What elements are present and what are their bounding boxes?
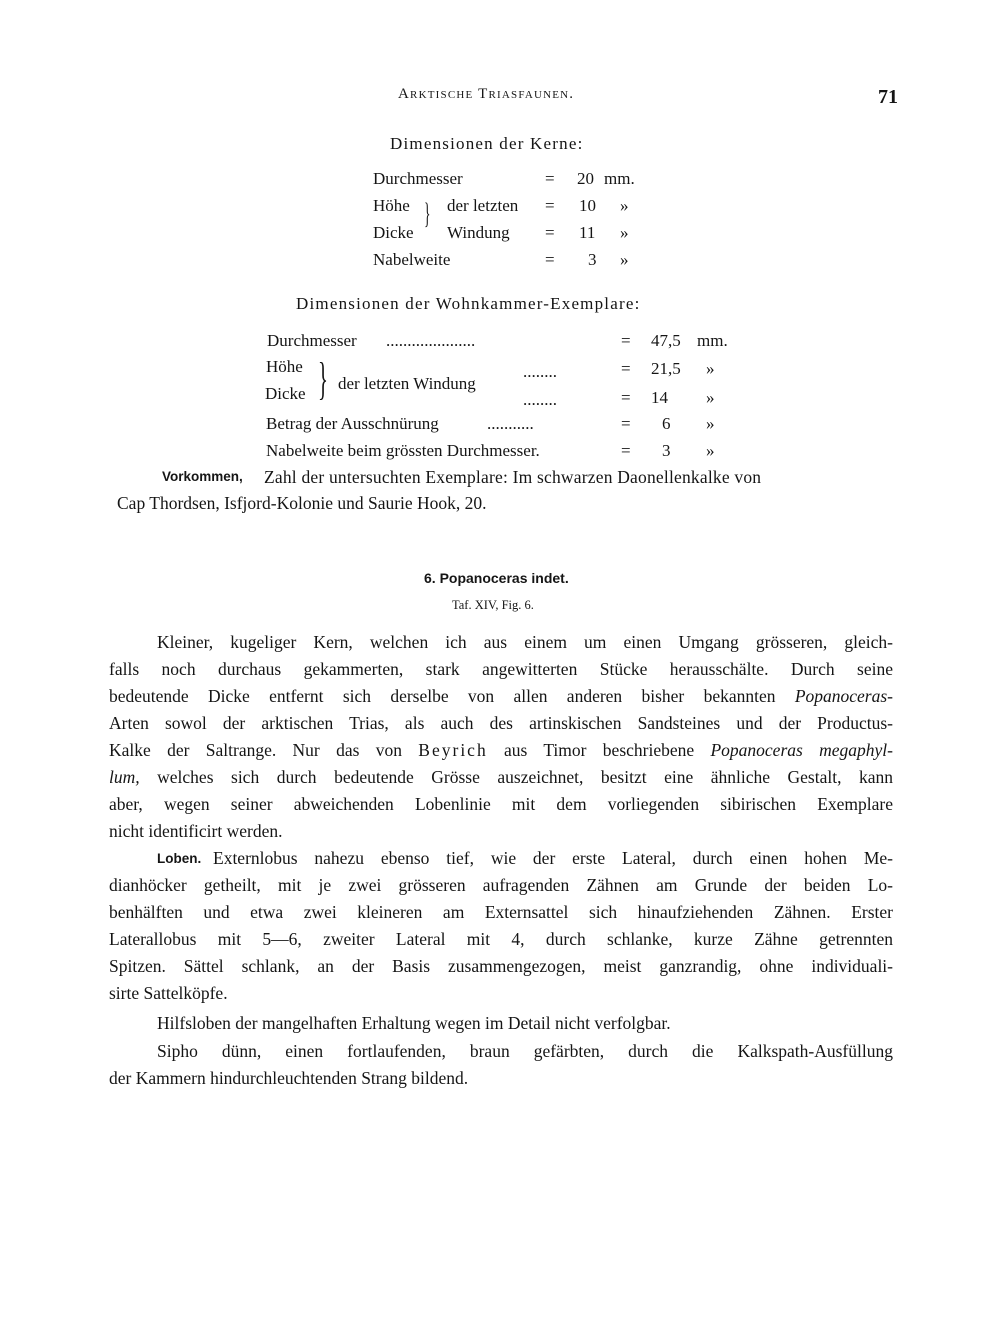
- kerne-brace-line2: Windung: [447, 223, 510, 242]
- vorkommen-line-1: Zahl der untersuchten Exemplare: Im schwarzen Daonellenkalke von: [264, 467, 762, 487]
- running-header: Arktische Triasfaunen.: [398, 86, 575, 102]
- p3-line-1: Hilfsloben der mangelhaften Erhaltung wegen im Detail nicht verfolgbar.: [157, 1013, 671, 1033]
- p2-line-6: sirte Sattelköpfe.: [109, 983, 228, 1003]
- wk-label-dicke: Dicke: [265, 384, 306, 403]
- wohnkammer-heading: Dimensionen der Wohnkammer-Exemplare:: [296, 294, 641, 313]
- wk-unit-durchmesser: mm.: [697, 331, 728, 350]
- wk-dots-dicke: ........: [523, 390, 557, 409]
- kerne-value-durchmesser: 20: [577, 169, 594, 188]
- p1-line-2: falls noch durchaus gekammerten, stark angewitterten Stücke herausschälte. Durch seine: [109, 659, 893, 679]
- taxon-lum: lum,: [109, 767, 140, 787]
- kerne-eq-nabelweite: =: [545, 250, 555, 269]
- wk-eq-durchmesser: =: [621, 331, 631, 350]
- wk-dots-betrag: ...........: [487, 414, 534, 433]
- p2-line-1: Externlobus nahezu ebenso tief, wie der erste Lateral, durch einen hohen Me-: [213, 848, 893, 868]
- kerne-brace: }: [424, 197, 431, 230]
- p1-line-6: [109, 767, 893, 788]
- wk-unit-hoehe: »: [706, 359, 715, 378]
- wk-value-durchmesser: 47,5: [651, 331, 681, 350]
- kerne-unit-hoehe: »: [620, 196, 629, 215]
- species-title: 6. Popanoceras indet.: [424, 570, 569, 586]
- kerne-label-nabelweite: Nabelweite: [373, 250, 451, 269]
- kerne-unit-nabelweite: »: [620, 250, 629, 269]
- wk-dots-durchmesser: .....................: [386, 331, 476, 350]
- wk-value-nabelweite: 3: [662, 441, 671, 460]
- p1-line-5: [109, 740, 893, 761]
- p1-line-1: Kleiner, kugeliger Kern, welchen ich aus einem um einen Umgang grösseren, gleich-: [157, 632, 893, 652]
- kerne-eq-hoehe: =: [545, 196, 555, 215]
- kerne-label-dicke: Dicke: [373, 223, 414, 242]
- wk-label-nabelweite: Nabelweite beim grössten Durchmesser.: [266, 441, 540, 460]
- p1-line-5-text: Kalke der Saltrange. Nur das von Beyrich aus Timor beschriebene: [109, 740, 695, 760]
- page-number: 71: [878, 86, 898, 108]
- figure-reference: Taf. XIV, Fig. 6.: [452, 598, 534, 612]
- kerne-label-durchmesser: Durchmesser: [373, 169, 463, 188]
- p1-line-7: aber, wegen seiner abweichenden Lobenlinie mit dem vorliegenden sibirischen Exemplare: [109, 794, 893, 814]
- wk-eq-nabelweite: =: [621, 441, 631, 460]
- wk-eq-betrag: =: [621, 414, 631, 433]
- p2-line-5: Spitzen. Sättel schlank, an der Basis zusammengezogen, meist ganzrandig, ohne individuali-: [109, 956, 893, 976]
- wk-value-betrag: 6: [662, 414, 671, 433]
- wk-label-durchmesser: Durchmesser: [267, 331, 357, 350]
- p1-line-6-text: welches sich durch bedeutende Grösse auszeichnet, besitzt eine ähnliche Gestalt, kann: [157, 767, 893, 787]
- wk-unit-betrag: »: [706, 414, 715, 433]
- wk-unit-dicke: »: [706, 388, 715, 407]
- p1-line-3: [109, 686, 893, 707]
- wk-dots-hoehe: ........: [523, 362, 557, 381]
- vorkommen-line-2: Cap Thordsen, Isfjord-Kolonie und Saurie Hook, 20.: [117, 493, 487, 513]
- kerne-unit-dicke: »: [620, 223, 629, 242]
- kerne-unit-durchmesser: mm.: [604, 169, 635, 188]
- wk-unit-nabelweite: »: [706, 441, 715, 460]
- p2-line-3: benhälften und etwa zwei kleineren am Externsattel sich hinaufziehenden Zähnen. Erster: [109, 902, 893, 922]
- p1-line-3-text: bedeutende Dicke entfernt sich derselbe von allen anderen bisher bekannten: [109, 686, 776, 706]
- wk-brace: }: [318, 353, 328, 404]
- p2-line-2: dianhöcker getheilt, mit je zwei grösseren aufragenden Zähnen am Grunde der beiden Lo-: [109, 875, 893, 895]
- wk-value-hoehe: 21,5: [651, 359, 681, 378]
- wk-value-dicke: 14: [651, 388, 668, 407]
- wk-eq-dicke: =: [621, 388, 631, 407]
- taxon-popanoceras-megaphyllum: Popanoceras megaphyl-: [710, 740, 893, 760]
- p4-line-2: der Kammern hindurchleuchtenden Strang bildend.: [109, 1068, 469, 1088]
- kerne-heading: Dimensionen der Kerne:: [390, 134, 584, 153]
- kerne-label-hoehe: Höhe: [373, 196, 410, 215]
- taxon-popanoceras: Popanoceras-: [794, 686, 893, 706]
- p2-line-4: Laterallobus mit 5—6, zweiter Lateral mit 4, durch schlanke, kurze Zähne getrennten: [109, 929, 893, 949]
- wk-brace-text: der letzten Windung: [338, 374, 476, 393]
- kerne-brace-line1: der letzten: [447, 196, 519, 215]
- kerne-value-dicke: 11: [579, 223, 596, 242]
- wk-label-hoehe: Höhe: [266, 357, 303, 376]
- kerne-eq-dicke: =: [545, 223, 555, 242]
- wk-label-betrag: Betrag der Ausschnürung: [266, 414, 439, 433]
- p1-line-8: nicht identificirt werden.: [109, 821, 283, 841]
- loben-label: Loben.: [157, 851, 202, 866]
- p1-line-4: Arten sowol der arktischen Trias, als auch des artinskischen Sandsteines und der Productus-: [109, 713, 893, 733]
- wk-eq-hoehe: =: [621, 359, 631, 378]
- kerne-eq-durchmesser: =: [545, 169, 555, 188]
- p4-line-1: Sipho dünn, einen fortlaufenden, braun gefärbten, durch die Kalkspath-Ausfüllung: [157, 1041, 893, 1061]
- kerne-value-hoehe: 10: [579, 196, 596, 215]
- kerne-value-nabelweite: 3: [588, 250, 597, 269]
- vorkommen-label: Vorkommen,: [162, 469, 243, 484]
